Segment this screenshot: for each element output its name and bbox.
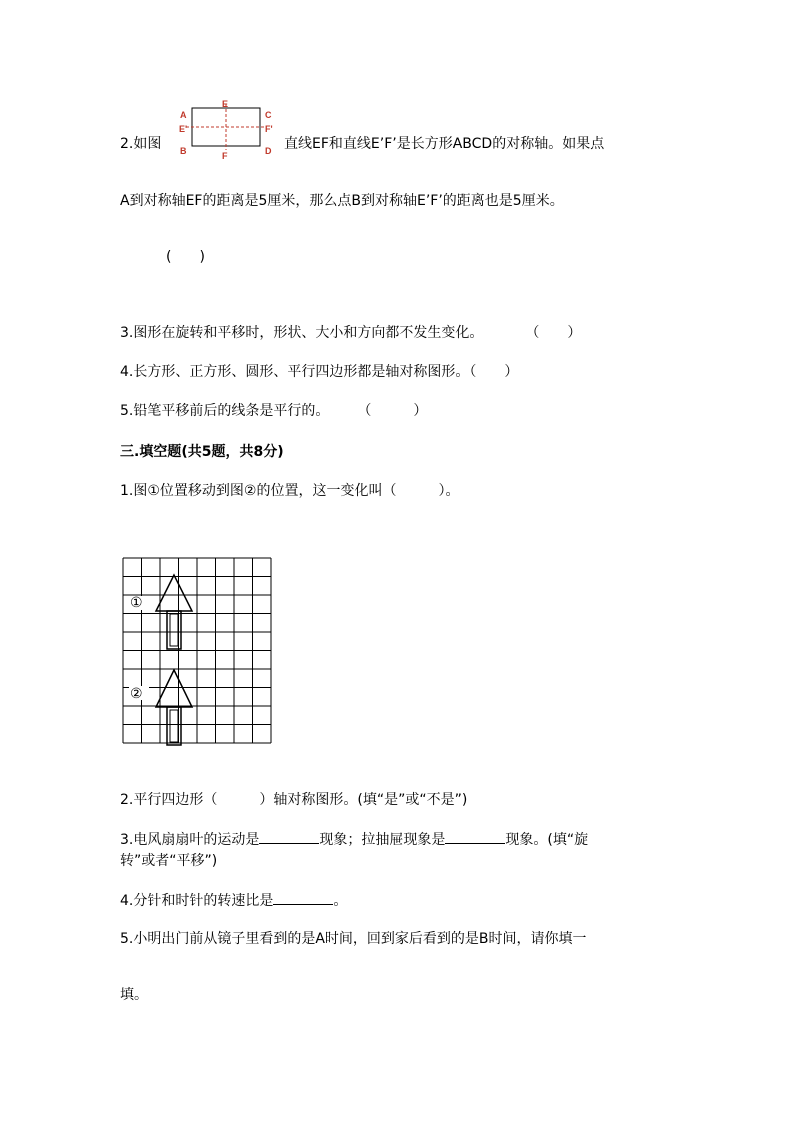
fill-question-5-line-2: 填。 — [120, 987, 148, 1003]
section-3-heading: 三.填空题(共5题，共8分) — [120, 444, 284, 460]
question-2-answer-bracket[interactable]: ( ) — [166, 249, 205, 265]
question-2-prefix: 2.如图 — [120, 136, 162, 152]
fill-question-4-end: 。 — [333, 893, 348, 909]
fill-question-3-part-1: 3.电风扇扇叶的运动是 — [120, 832, 260, 848]
fill-question-4 — [120, 890, 347, 911]
fill-question-1: 1.图①位置移动到图②的位置，这一变化叫（ ）。 — [120, 483, 460, 499]
question-5: 5.铅笔平移前后的线条是平行的。 （ ） — [120, 403, 428, 419]
fill-question-5-line-1: 5.小明出门前从镜子里看到的是A时间，回到家后看到的是B时间，请你填一 — [120, 931, 587, 947]
fill-question-3-line-2: 转”或者“平移”) — [120, 853, 218, 869]
arrow-1-head — [156, 575, 192, 611]
label-a: A — [180, 110, 187, 120]
label-e: E — [222, 99, 229, 109]
question-2-line-2: A到对称轴EF的距离是5厘米，那么点B到对称轴E’F’的距离也是5厘米。 — [120, 193, 564, 209]
label-f-prime: F' — [265, 124, 273, 134]
answer-blank-speed-ratio[interactable] — [273, 890, 333, 905]
grid-figure — [118, 555, 274, 751]
label-e-prime: E' — [179, 124, 188, 134]
question-2-line-1 — [120, 134, 161, 154]
question-2-suffix: 直线EF和直线E’F’是长方形ABCD的对称轴。如果点 — [284, 136, 605, 152]
label-b: B — [180, 146, 187, 156]
fill-question-3-line-1 — [120, 829, 588, 850]
fill-question-2: 2.平行四边形（ ）轴对称图形。(填“是”或“不是”) — [120, 792, 468, 808]
fill-question-4-text: 4.分针和时针的转速比是 — [120, 893, 274, 909]
answer-blank-translation[interactable] — [445, 829, 505, 844]
rectangle-figure — [172, 98, 282, 160]
question-4: 4.长方形、正方形、圆形、平行四边形都是轴对称图形。（ ） — [120, 364, 519, 380]
label-f: F — [222, 151, 228, 160]
grid-label-1: ① — [130, 594, 143, 610]
grid-label-2: ② — [130, 685, 143, 701]
fill-question-3-part-3: 现象。(填“旋 — [505, 832, 589, 848]
question-3: 3.图形在旋转和平移时，形状、大小和方向都不发生变化。 （ ） — [120, 325, 582, 341]
label-d: D — [265, 146, 272, 156]
arrow-2-head — [156, 670, 192, 707]
fill-question-3-part-2: 现象；拉抽屉现象是 — [319, 832, 446, 848]
answer-blank-rotation[interactable] — [259, 829, 319, 844]
label-c: C — [265, 110, 272, 120]
